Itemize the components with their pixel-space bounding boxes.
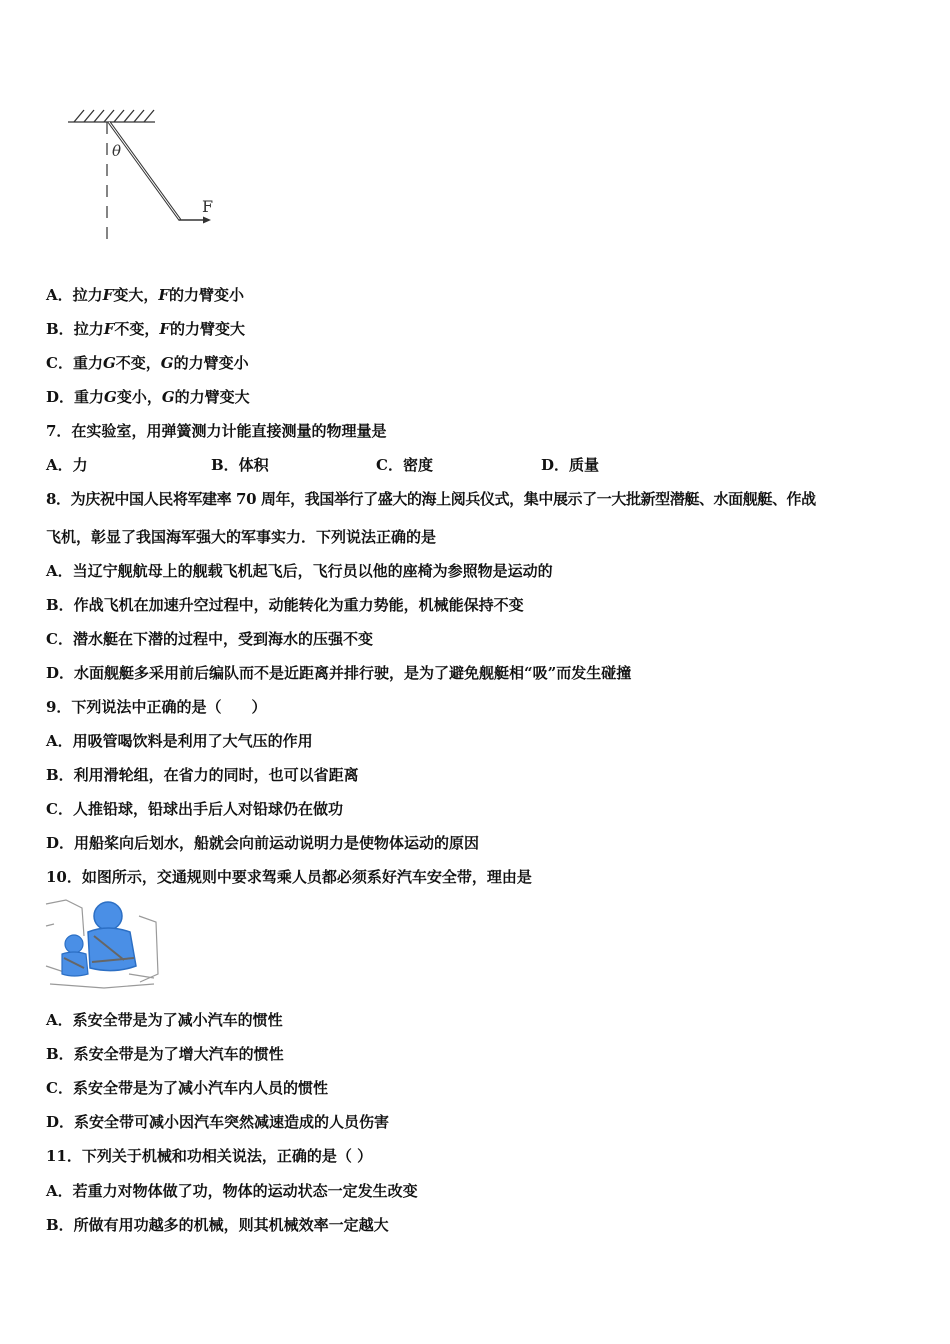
arrow-head-icon — [203, 217, 211, 224]
q6-option-a: A．拉力F变大，F的力臂变小 — [46, 286, 244, 304]
q9-option-d: D．用船桨向后划水，船就会向前运动说明力是使物体运动的原因 — [46, 834, 480, 852]
q8-option-a: A．当辽宁舰航母上的舰载飞机起飞后，飞行员以他的座椅为参照物是运动的 — [46, 562, 553, 580]
q7-option-b: B．体积 — [211, 456, 269, 474]
child-figure — [62, 935, 88, 976]
q11-option-a: A．若重力对物体做了功，物体的运动状态一定发生改变 — [46, 1182, 418, 1200]
q6-option-c: C．重力G不变，G的力臂变小 — [46, 354, 249, 372]
q10-stem: 10．如图所示，交通规则中要求驾乘人员都必须系好汽车安全带，理由是 — [46, 868, 532, 886]
q8-option-c: C．潜水艇在下潜的过程中，受到海水的压强不变 — [46, 630, 373, 648]
q9-stem: 9．下列说法中正确的是（ ） — [46, 698, 267, 716]
q9-option-a: A．用吸管喝饮料是利用了大气压的作用 — [46, 732, 313, 750]
force-label: F — [202, 197, 214, 216]
q9-option-c: C．人推铅球，铅球出手后人对铅球仍在做功 — [46, 800, 343, 818]
q8-option-d: D．水面舰艇多采用前后编队而不是近距离并排行驶，是为了避免舰艇相“吸”而发生碰撞 — [46, 664, 632, 682]
lever-rod-inner — [109, 122, 180, 220]
q7-option-c: C．密度 — [376, 456, 433, 474]
q10-option-b: B．系安全带是为了增大汽车的惯性 — [46, 1045, 284, 1063]
q10-option-a: A．系安全带是为了减小汽车的惯性 — [46, 1011, 283, 1029]
q6-option-b: B．拉力F不变，F的力臂变大 — [46, 320, 246, 338]
q7-stem: 7．在实验室，用弹簧测力计能直接测量的物理量是 — [46, 422, 387, 440]
q7-option-a: A．力 — [46, 456, 88, 474]
q10-option-c: C．系安全带是为了减小汽车内人员的惯性 — [46, 1079, 328, 1097]
seatbelt-illustration — [44, 896, 164, 992]
q8-option-b: B．作战飞机在加速升空过程中，动能转化为重力势能，机械能保持不变 — [46, 596, 524, 614]
q6-option-d: D．重力G变小，G的力臂变大 — [46, 388, 250, 406]
q11-option-b: B．所做有用功越多的机械，则其机械效率一定越大 — [46, 1216, 389, 1234]
lever-diagram — [60, 105, 230, 250]
q9-option-b: B．利用滑轮组，在省力的同时，也可以省距离 — [46, 766, 359, 784]
theta-label: θ — [112, 142, 122, 160]
ceiling-hatch — [68, 110, 155, 122]
q11-stem: 11．下列关于机械和功相关说法，正确的是（ ） — [46, 1147, 373, 1165]
q8-stem-line1: 8．为庆祝中国人民将军建率 70 周年，我国举行了盛大的海上阅兵仪式，集中展示了一大批新型潜艇、水面舰艇、作战 — [46, 490, 816, 508]
q7-option-d: D．质量 — [541, 456, 600, 474]
q8-stem-line2: 飞机，彰显了我国海军强大的军事实力．下列说法正确的是 — [46, 528, 437, 546]
q10-option-d: D．系安全带可减小因汽车突然减速造成的人员伤害 — [46, 1113, 390, 1131]
